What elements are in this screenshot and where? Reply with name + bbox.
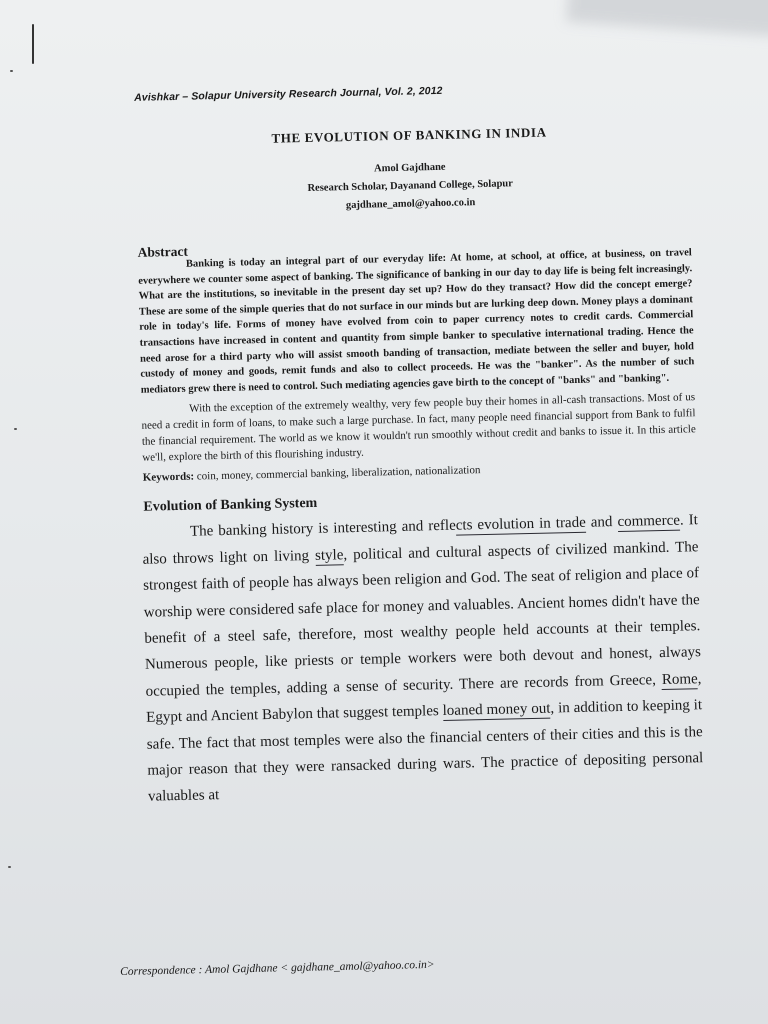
- author-block: [130, 153, 691, 220]
- speck: [8, 866, 11, 868]
- journal-header: Avishkar – Solapur University Research Journal, Vol. 2, 2012: [133, 84, 443, 104]
- footer-name: Amol Gajdhane: [204, 962, 278, 977]
- speck: [10, 70, 13, 72]
- footer-email: < gajdhane_amol@yahoo.co.in>: [277, 958, 435, 975]
- keywords-text: coin, money, commercial banking, liberalization, nationalization: [196, 464, 481, 483]
- correspondence-footer: [120, 956, 540, 978]
- section-body: [142, 508, 704, 811]
- pen-underlined-text: loaned money out: [442, 700, 551, 720]
- text-segment: , political and cultural aspects of civilized mankind. The strongest faith of people has always been religion and God. The seat of religion and place of worship were considered safe place for money and valuables. Ancient homes didn't have the benefit of a steel safe, therefore, most wealthy people held accounts at their temples. Numerous people, like priests or temple workers were both devout and honest, always occupied the temples, adding a sense of security. There are records from Greece,: [143, 538, 702, 700]
- keywords-label: Keywords:: [142, 470, 195, 485]
- abstract-heading: Abstract: [137, 243, 189, 260]
- text-segment: and: [585, 514, 618, 532]
- pen-underlined-text: Rome: [661, 671, 698, 688]
- text-segment: . It also throws light on living: [142, 512, 699, 568]
- margin-pen-mark: [32, 24, 34, 64]
- pen-underlined-text: cts evolution in trade: [455, 515, 586, 535]
- page-corner-shadow: [566, 0, 768, 38]
- pen-underlined-text: style: [314, 546, 344, 564]
- author-name: Amol Gajdhane: [373, 161, 446, 175]
- section-paragraph: [142, 508, 704, 811]
- author-email: gajdhane_amol@yahoo.co.in: [345, 197, 476, 212]
- article-title: THE EVOLUTION OF BANKING IN INDIA: [271, 124, 547, 146]
- text-segment: The banking history is interesting and refle: [189, 518, 456, 541]
- abstract-paragraph: With the exception of the extremely wealthy, very few people buy their homes in all-cash transactions. Most of us need a credit in form of loans, to make such a large purchase. In fact, many people need financial support from Bank to fulfil the financial requirement. The world as we know it wouldn't run smoothly without credit and banks to issue it. In this article we'll, explore the birth of this flourishing industry.: [141, 391, 696, 465]
- abstract-body: [138, 245, 697, 466]
- abstract-paragraph: Banking is today an integral part of our everyday life: At home, at school, at office, at business, on travel everywhere we counter some aspect of banking. The significance of banking in our day to day life is being felt increasingly. What are the institutions, so inevitable in the present day set up? How do they transact? How did the concept emerge? These are some of the simple queries that do not surface in our minds but are lurking deep down. Money plays a dominant role in today's life. Forms of money have evolved from coin to paper currency notes to credit cards. Commercial transactions have increased in content and quantity from simple banker to speculative international trading. Hence the need arose for a third party who will assist smooth banding of transaction, mediate between the seller and buyer, hold custody of money and goods, remit funds and also to collect proceeds. He was the "banker". As the number of such mediators grew there is need to control. Such mediating agencies gave birth to the concept of "banks" and "banking".: [138, 247, 695, 396]
- pen-underlined-text: commerce: [617, 512, 681, 531]
- speck: [14, 428, 17, 430]
- text-segment: , Egypt and Ancient Babylon that suggest temples: [146, 670, 702, 726]
- section-heading: Evolution of Banking System: [143, 496, 318, 516]
- text-segment: , in addition to keeping it safe. The fact that most temples were also the financial centers of their cities and this is the major reason that they were ransacked during wars. The practice of depositing personal valuables at: [146, 697, 704, 806]
- footer-label: Correspondence :: [120, 964, 206, 978]
- author-affiliation: Research Scholar, Dayanand College, Solapur: [307, 178, 513, 194]
- article-content: [128, 79, 704, 810]
